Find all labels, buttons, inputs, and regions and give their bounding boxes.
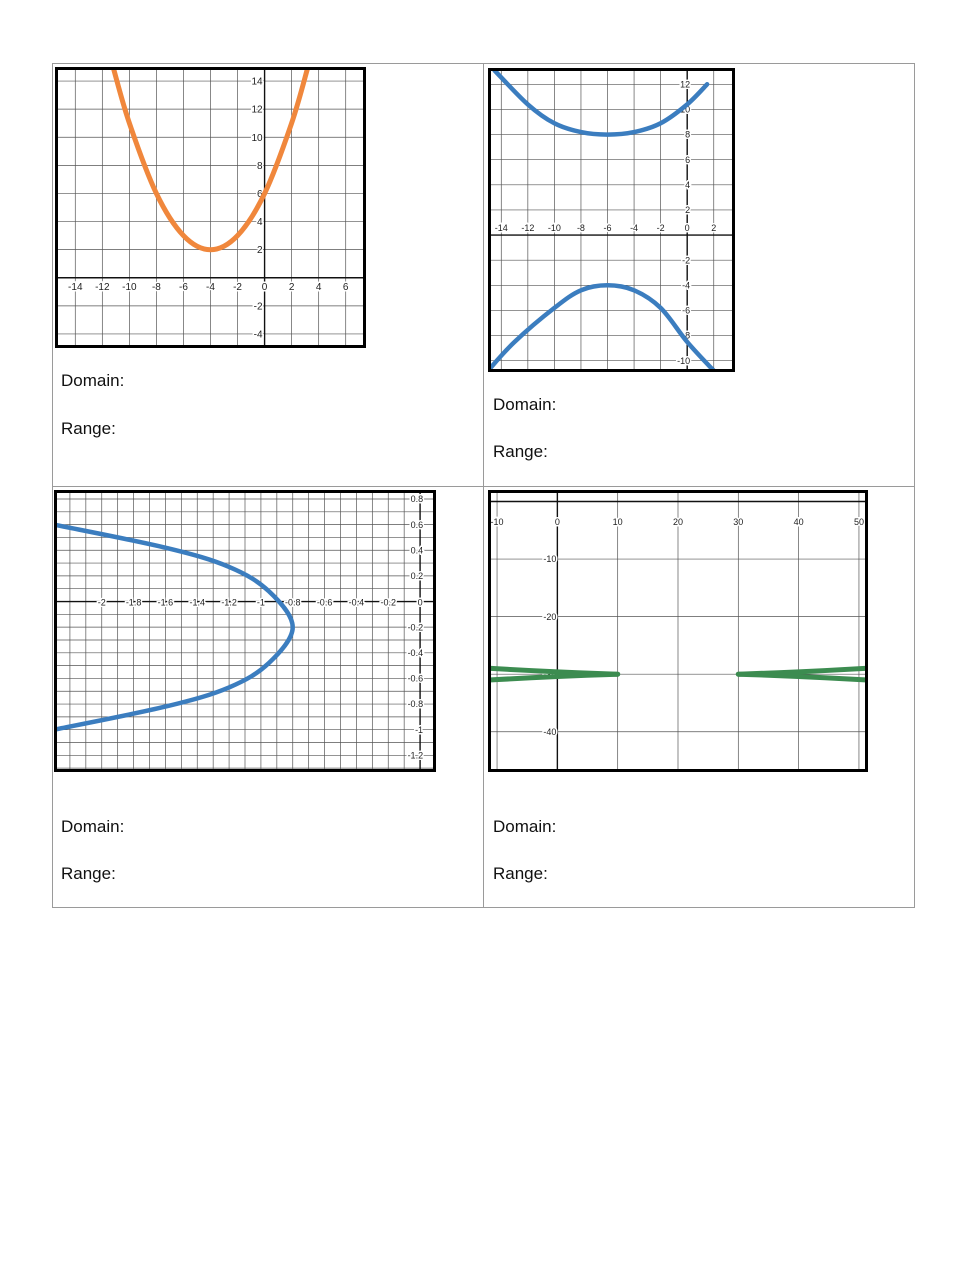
x-tick-label: -2 bbox=[97, 597, 106, 608]
y-tick-label: 2 bbox=[257, 245, 263, 257]
y-tick-label: -4 bbox=[682, 280, 691, 291]
x-tick-label: -1.8 bbox=[125, 597, 142, 608]
graph-frame bbox=[490, 70, 734, 371]
domain-prompt-1: Domain: bbox=[61, 371, 125, 390]
graph-2 bbox=[488, 68, 735, 372]
y-tick-label: 8 bbox=[257, 160, 263, 172]
graph-2-plot bbox=[488, 68, 735, 372]
x-tick-label: -6 bbox=[179, 281, 188, 293]
x-tick-label: -2 bbox=[233, 281, 242, 293]
x-tick-label: 50 bbox=[853, 517, 864, 527]
y-tick-label: 14 bbox=[251, 76, 263, 88]
domain-prompt-4: Domain: bbox=[493, 817, 557, 836]
y-tick-label: 4 bbox=[685, 179, 691, 190]
x-tick-label: 0 bbox=[261, 281, 268, 293]
x-tick-label: -10 bbox=[122, 281, 137, 293]
x-tick-label: -8 bbox=[151, 281, 161, 293]
x-tick-label: -6 bbox=[603, 223, 612, 234]
range-prompt-3: Range: bbox=[61, 864, 116, 883]
y-tick-label: -2 bbox=[253, 301, 263, 313]
y-tick-label: -30 bbox=[543, 669, 557, 680]
range-prompt-4: Range: bbox=[493, 864, 548, 883]
x-tick-label: -1.6 bbox=[157, 597, 174, 608]
y-tick-label: -0.6 bbox=[407, 673, 424, 684]
x-tick-label: -12 bbox=[521, 223, 535, 234]
x-tick-label: -1 bbox=[256, 597, 265, 608]
x-tick-label: -4 bbox=[206, 281, 215, 293]
y-tick-label: 10 bbox=[680, 104, 691, 115]
y-tick-label: -8 bbox=[682, 330, 691, 341]
x-tick-label: -10 bbox=[547, 223, 561, 234]
range-prompt-1: Range: bbox=[61, 419, 116, 438]
x-tick-label: 0 bbox=[554, 517, 560, 527]
y-tick-label: 12 bbox=[251, 104, 263, 116]
y-tick-label: 0.2 bbox=[410, 571, 424, 582]
x-tick-label: -12 bbox=[95, 281, 110, 293]
y-tick-label: 0.8 bbox=[410, 494, 424, 505]
range-prompt-2: Range: bbox=[493, 442, 548, 461]
x-tick-label: -0.2 bbox=[380, 597, 397, 608]
x-tick-label: -2 bbox=[656, 223, 665, 234]
x-tick-label: 30 bbox=[733, 517, 744, 527]
y-tick-label: 0.6 bbox=[410, 519, 424, 530]
x-tick-label: 0 bbox=[684, 223, 690, 234]
y-tick-label: -1.2 bbox=[407, 750, 424, 761]
y-tick-label: -1 bbox=[415, 724, 424, 735]
left-lower-curve bbox=[491, 674, 618, 680]
x-tick-label: 2 bbox=[288, 281, 295, 293]
y-tick-label: -4 bbox=[253, 329, 263, 341]
graph-4 bbox=[488, 490, 868, 772]
x-tick-label: 2 bbox=[711, 223, 717, 234]
y-tick-label: 8 bbox=[685, 129, 691, 140]
x-tick-label: -1.4 bbox=[189, 597, 206, 608]
x-tick-label: -10 bbox=[490, 517, 504, 527]
x-tick-label: 20 bbox=[672, 517, 684, 527]
x-tick-label: -4 bbox=[630, 223, 639, 234]
y-tick-label: 0.4 bbox=[410, 545, 424, 556]
y-tick-label: 6 bbox=[257, 188, 263, 200]
graph-3-plot bbox=[54, 490, 436, 772]
y-tick-label: 12 bbox=[680, 79, 691, 90]
y-tick-label: -20 bbox=[543, 611, 557, 622]
x-tick-label: -8 bbox=[576, 223, 585, 234]
y-tick-label: -40 bbox=[543, 726, 557, 737]
x-tick-label: -1.2 bbox=[221, 597, 237, 608]
y-tick-label: -2 bbox=[682, 255, 691, 266]
graph-1-plot bbox=[55, 67, 366, 348]
x-tick-label: 10 bbox=[612, 517, 623, 527]
x-tick-label: 40 bbox=[793, 517, 804, 527]
domain-prompt-3: Domain: bbox=[61, 817, 125, 836]
graph-1 bbox=[55, 67, 366, 348]
y-tick-label: -10 bbox=[543, 554, 557, 565]
y-tick-label: 4 bbox=[257, 217, 263, 229]
y-tick-label: -0.8 bbox=[407, 699, 424, 710]
domain-prompt-2: Domain: bbox=[493, 395, 557, 414]
curve-group bbox=[488, 71, 717, 371]
x-tick-label: 0 bbox=[417, 597, 423, 608]
y-tick-label: -0.4 bbox=[407, 647, 424, 658]
x-tick-label: -0.6 bbox=[316, 597, 333, 608]
x-tick-label: -0.4 bbox=[348, 597, 365, 608]
right-lower-curve bbox=[738, 674, 865, 680]
x-tick-label: -14 bbox=[68, 281, 83, 293]
graph-4-plot bbox=[488, 490, 868, 772]
y-tick-label: 2 bbox=[685, 205, 691, 216]
y-tick-label: -0.2 bbox=[407, 622, 424, 633]
upper-branch-curve bbox=[495, 71, 707, 135]
x-tick-label: 4 bbox=[315, 281, 322, 293]
x-tick-label: -0.8 bbox=[284, 597, 301, 608]
x-tick-label: 6 bbox=[342, 281, 349, 293]
graph-3 bbox=[54, 490, 436, 772]
y-tick-label: 6 bbox=[685, 154, 691, 165]
y-tick-label: 10 bbox=[251, 132, 263, 144]
x-tick-label: -14 bbox=[494, 223, 508, 234]
y-tick-label: -10 bbox=[677, 355, 691, 366]
y-tick-label: -6 bbox=[682, 305, 691, 316]
